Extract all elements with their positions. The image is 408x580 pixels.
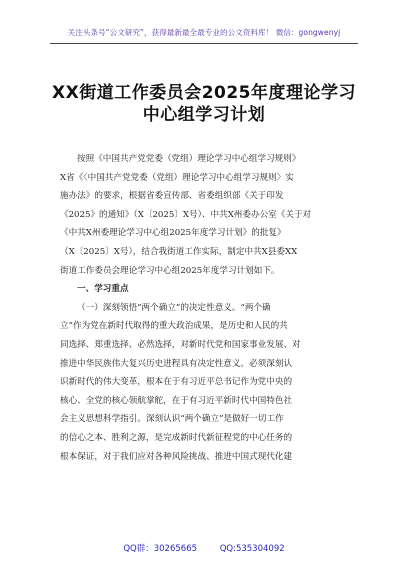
body-line: （一）深刻领悟“两个确立”的决定性意义。“两个确 (77, 302, 271, 313)
footer-qq-number: QQ:535304092 (219, 544, 285, 554)
footer-contact (0, 542, 408, 554)
body-line: 《2025》的通知》（X〔2025〕X号）、中共X州委办公室《关于对 (60, 209, 312, 220)
document-body (60, 150, 350, 466)
body-line: 立”作为党在新时代取得的重大政治成果，是历史和人民的共 (60, 321, 288, 332)
footer-qq-group: QQ群：30265665 (123, 544, 198, 554)
body-line: X省《〈中国共产党党委（党组）理论学习中心组学习规则〉实 (60, 172, 294, 183)
document-title (0, 82, 408, 126)
header-divider (50, 43, 358, 44)
body-line: 同选择、郑重选择、必然选择，对新时代党和国家事业发展、对 (60, 339, 301, 350)
title-line-2: 中心组学习计划 (142, 105, 266, 125)
title-line-1: XX街道工作委员会2025年度理论学习 (51, 83, 357, 103)
header-banner: 关注头条号“公文研究”，获得最新最全最专业的公文资料库！ 微信：gongwenyj (67, 28, 341, 37)
body-line: 推进中华民族伟大复兴历史进程具有决定性意义。必须深刻认 (60, 358, 293, 369)
body-line: 会主义思想科学指引。深刻认识“两个确立”是做好一切工作 (60, 414, 284, 425)
body-line: 识新时代的伟大变革，根本在于有习近平总书记作为党中央的 (60, 377, 293, 388)
body-line: 根本保证，对于我们应对各种风险挑战、推进中国式现代化建 (60, 451, 293, 462)
section-heading: 一、学习重点 (77, 284, 129, 295)
body-line: （X〔2025〕X号），结合我街道工作实际，制定中共X县委XX (60, 246, 298, 257)
body-line: 施办法》的要求，根据省委宣传部、省委组织部《关于印发 (60, 191, 284, 202)
body-line: 街道工作委员会理论学习中心组2025年度学习计划如下。 (60, 265, 280, 276)
body-line: 核心、全党的核心领航掌舵，在于有习近平新时代中国特色社 (60, 395, 293, 406)
body-line: 《中共X州委理论学习中心组2025年度学习计划》的批复》 (60, 228, 286, 239)
body-line: 的信心之本、胜利之源，是完成新时代新征程党的中心任务的 (60, 432, 293, 443)
body-line: 按照《中国共产党党委（党组）理论学习中心组学习规则》 (77, 154, 301, 164)
